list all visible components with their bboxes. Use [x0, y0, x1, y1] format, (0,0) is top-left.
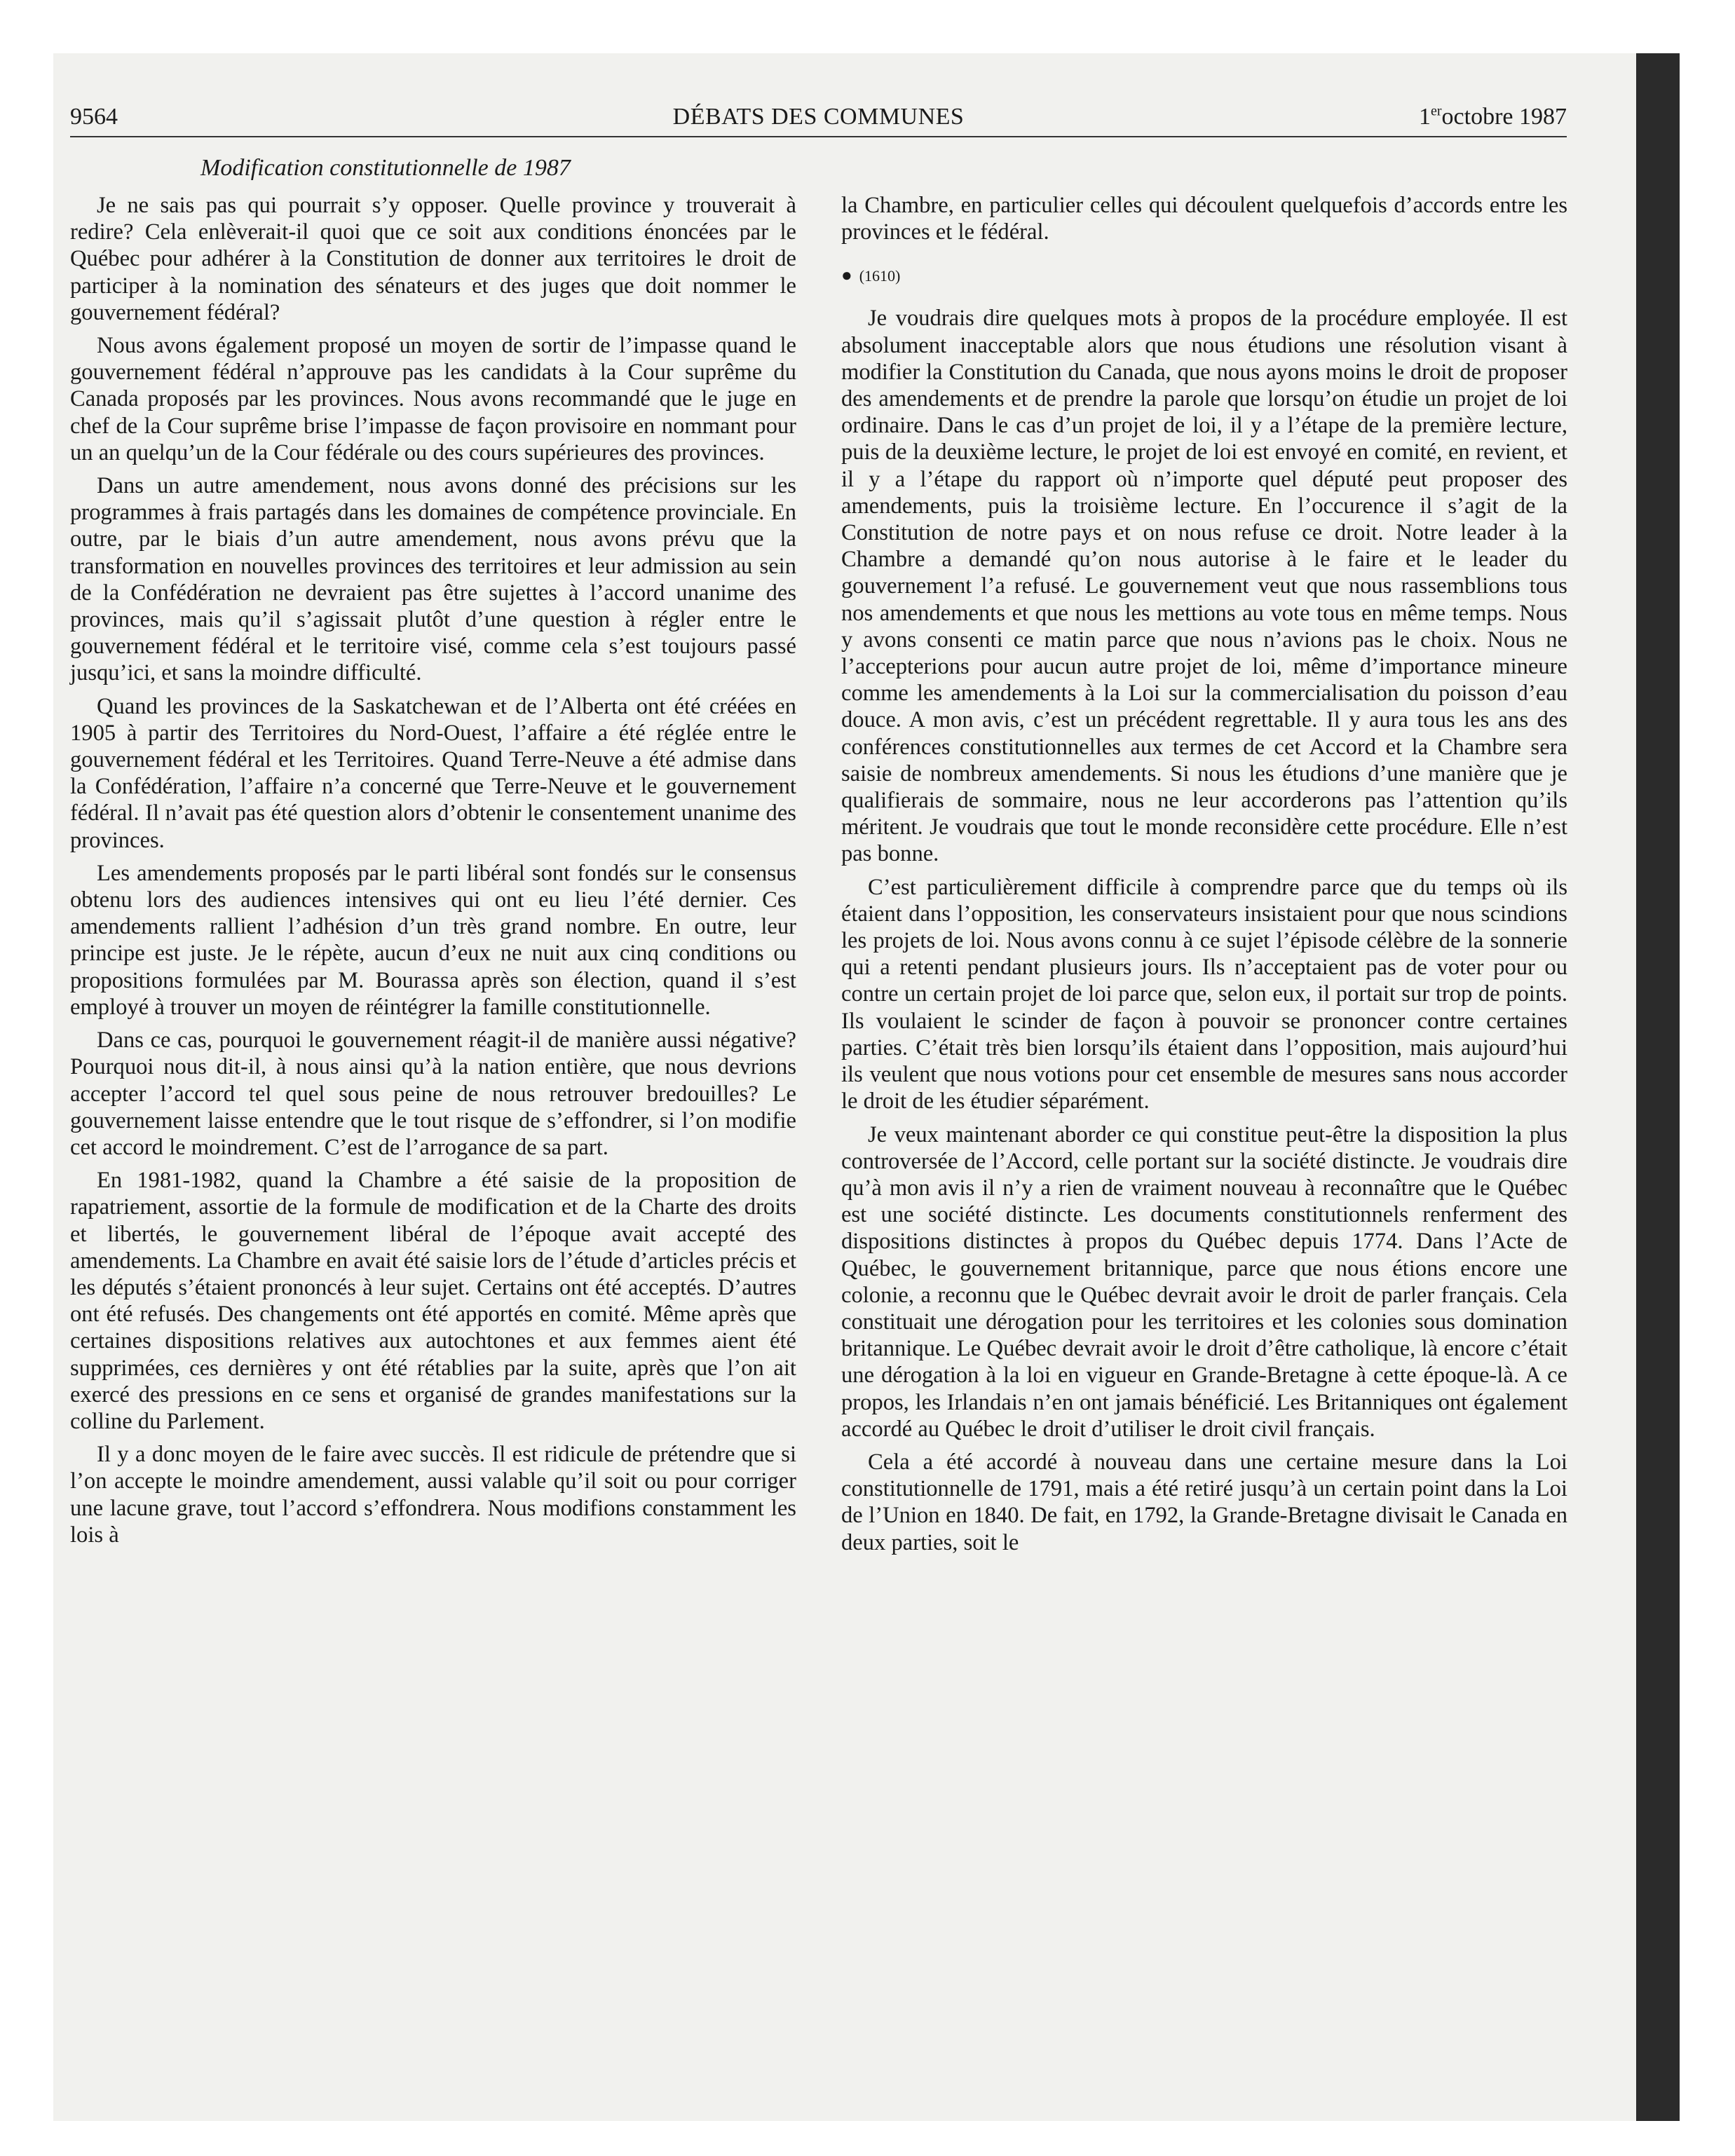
running-header — [70, 100, 1567, 135]
paragraph: Nous avons également proposé un moyen de sortir de l’impasse quand le gouvernement fédéral n’approuve pas les candidats à la Cour suprême du Canada proposés par les provinces. Nous avons recommandé que le juge en chef de la Cour suprême brise l’impasse de façon provisoire en nommant pour un an quelqu’un de la Cour fédérale ou des cours supérieures des provinces. — [70, 333, 796, 465]
time-marker-text: (1610) — [859, 267, 901, 285]
paragraph: Je voudrais dire quelques mots à propos de la procédure employée. Il est absolument inacceptable alors que nous étudions une résolution visant à modifier la Constitution du Canada, que nous ayons moins le droit de proposer des amendements et de prendre la parole que lorsqu’on étudie un projet de loi ordinaire. Dans le cas d’un projet de loi, il y a l’étape de la première lecture, puis de la deuxième lecture, le projet de loi est envoyé en comité, en revient, et il y a l’étape du rapport où n’importe quel député peut proposer des amendements, puis la troisième lecture. En l’occurence il s’agit de la Constitution de notre pays et on nous refuse ce droit. Notre leader à la Chambre a demandé qu’on nous autorise à le faire et le leader du gouvernement l’a refusé. Le gouvernement veut que nous rassemblions tous nos amendements et que nous les mettions au vote tous en même temps. Nous y avons consenti ce matin parce que nous n’avions pas le choix. Nous ne l’accepterions pour aucun autre projet de loi, même d’importance mineure comme les amendements à la Loi sur la commercialisation du poisson d’eau douce. A mon avis, c’est un précédent regrettable. Il y aura tous les ans des conférences constitutionnelles aux termes de cet Accord et la Chambre sera saisie de nombreux amendements. Si nous les étudions d’une manière que je qualifierais de sommaire, nous ne leur accorderons pas l’attention qu’ils méritent. Je voudrais que tout le monde reconsidère cette procédure. Elle n’est pas bonne. — [841, 306, 1567, 867]
right-column — [841, 192, 1567, 1562]
publication-title: DÉBATS DES COMMUNES — [672, 104, 965, 130]
paragraph: C’est particulièrement difficile à comprendre parce que du temps où ils étaient dans l’opposition, les conservateurs insistaient pour que nous scindions les projets de loi. Nous avons connu à ce sujet l’épisode célèbre de la sonnerie qui a retenti pendant plusieurs jours. Ils n’acceptaient pas de voter pour ou contre un certain projet de loi parce que, selon eux, il portait sur trop de points. Ils voulaient le scinder de façon à pouvoir se prononcer contre certaines parties. C’était très bien lorsqu’ils étaient dans l’opposition, mais aujourd’hui ils veulent que nous votions pour cet ensemble de mesures sans nous accorder le droit de les étudier séparément. — [841, 874, 1567, 1114]
paragraph: Dans ce cas, pourquoi le gouvernement réagit-il de manière aussi négative? Pourquoi nous dit-il, à nous ainsi qu’à la nation entière, que nous devrions accepter l’accord tel quel sous peine de nous retrouver bredouilles? Le gouvernement laisse entendre que le tout risque de s’effondrer, si l’on modifie cet accord le moindrement. C’est de l’arrogance de sa part. — [70, 1028, 796, 1160]
date-rest: octobre 1987 — [1441, 104, 1567, 130]
paragraph: Je ne sais pas qui pourrait s’y opposer. Quelle province y trouverait à redire? Cela enlèverait-il quoi que ce soit aux conditions énoncées par le Québec pour adhérer à la Constitution de donner aux territoires le droit de participer à la nomination des sénateurs et des juges que doit nommer le gouvernement fédéral? — [70, 193, 796, 325]
paragraph: En 1981-1982, quand la Chambre a été saisie de la proposition de rapatriement, assortie de la formule de modification et de la Charte des droits et libertés, le gouvernement libéral de l’époque avait accepté des amendements. La Chambre en avait été saisie lors de l’étude d’articles précis et les députés s’étaient prononcés à leur sujet. Certains ont été acceptés. D’autres ont été refusés. Des changements ont été apportés en comité. Même après que certaines dispositions relatives aux autochtones et aux femmes aient été supprimées, ces dernières y ont été rétablies par la suite, après que l’on ait exercé des pressions en ce sens et organisé de grandes manifestations sur la colline du Parlement. — [70, 1168, 796, 1434]
date-ordinal: er — [1431, 103, 1442, 119]
page-number: 9564 — [70, 104, 118, 130]
sitting-date — [1419, 100, 1567, 135]
scan-shadow-edge — [1636, 53, 1680, 2121]
section-subheading: Modification constitutionnelle de 1987 — [200, 155, 571, 181]
paragraph: Cela a été accordé à nouveau dans une certaine mesure dans la Loi constitutionnelle de 1791, mais a été retiré jusqu’à un certain point dans la Loi de l’Union en 1840. De fait, en 1792, la Grande-Bretagne divisait le Canada en deux parties, soit le — [841, 1449, 1567, 1555]
header-rule — [70, 136, 1567, 137]
time-marker — [841, 262, 1567, 289]
paragraph: Les amendements proposés par le parti libéral sont fondés sur le consensus obtenu lors des audiences intensives qui ont eu lieu l’été dernier. Ces amendements rallient l’adhésion d’un très grand nombre. En outre, leur principe est juste. Je le répète, aucun d’eux ne nuit aux cinq conditions ou propositions formulées par M. Bourassa après son élection, quand il s’est employé à trouver un moyen de réintégrer la famille constitutionnelle. — [70, 860, 796, 1020]
bullet-icon: ● — [841, 265, 852, 286]
paragraph: Dans un autre amendement, nous avons donné des précisions sur les programmes à frais partagés dans les domaines de compétence provinciale. En outre, par le biais d’un autre amendement, nous avons prévu que la transformation en nouvelles provinces des territoires et leur admission au sein de la Confédération ne devraient pas être sujettes à l’accord unanime des provinces, mais qu’il s’agissait plutôt d’une question à régler entre le gouvernement fédéral et le territoire visé, comme cela s’est toujours passé jusqu’ici, et sans la moindre difficulté. — [70, 473, 796, 686]
paragraph: Il y a donc moyen de le faire avec succès. Il est ridicule de prétendre que si l’on accepte le moindre amendement, aussi valable qu’il soit ou pour corriger une lacune grave, tout l’accord s’effondrera. Nous modifions constamment les lois à — [70, 1442, 796, 1548]
date-day: 1 — [1419, 104, 1431, 130]
paragraph: Quand les provinces de la Saskatchewan et de l’Alberta ont été créées en 1905 à partir des Territoires du Nord-Ouest, l’affaire a été réglée entre le gouvernement fédéral et les Territoires. Quand Terre-Neuve a été admise dans la Confédération, l’affaire n’a concerné que Terre-Neuve et le gouvernement fédéral. Il n’avait pas été question alors d’obtenir le consentement unanime des provinces. — [70, 693, 796, 853]
left-column — [70, 192, 796, 1555]
paragraph-continuation: la Chambre, en particulier celles qui découlent quelquefois d’accords entre les provinces et le fédéral. — [841, 193, 1567, 245]
paragraph: Je veux maintenant aborder ce qui constitue peut-être la disposition la plus controversée de l’Accord, celle portant sur la société distincte. Je voudrais dire qu’à mon avis il n’y a rien de vraiment nouveau à reconnaître que le Québec est une société distincte. Les documents constitutionnels renferment des dispositions distinctes à propos du Québec depuis 1774. Dans l’Acte de Québec, le gouvernement britannique, parce que nous étions encore une colonie, a reconnu que le Québec devrait avoir le droit de parler français. Cela constituait une dérogation pour les territoires et les colonies sous domination britannique. Le Québec devrait avoir le droit d’être catholique, là encore c’était une dérogation à la loi en vigueur en Grande-Bretagne à cette époque-là. A ce propos, les Irlandais n’en ont jamais bénéficié. Les Britanniques ont également accordé au Québec le droit d’utiliser le droit civil français. — [841, 1121, 1567, 1442]
